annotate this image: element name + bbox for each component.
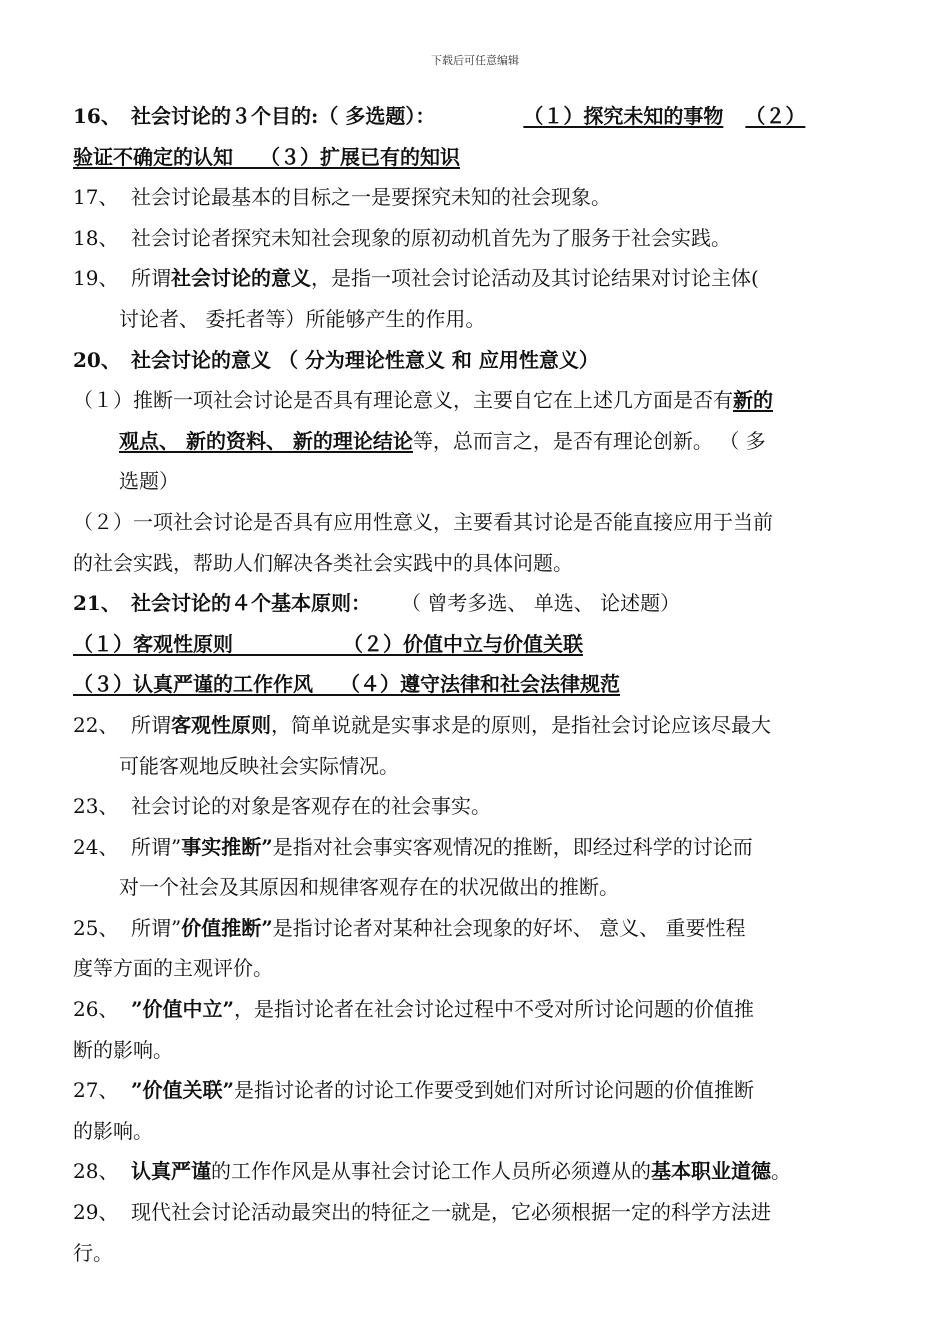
item-number: 27、 <box>73 1078 119 1103</box>
item-16-answer-1: （１）探究未知的事物 <box>523 104 724 128</box>
item-24-term: 事实推断” <box>181 834 273 859</box>
item-28-term-1: 认真严谨 <box>131 1159 211 1184</box>
item-19-cont: 讨论者、 委托者等）所能够产生的作用。 <box>119 306 486 331</box>
principle-3: （３）认真严谨的工作作风 <box>73 672 313 697</box>
item-28-term-2: 基本职业道德 <box>651 1159 771 1184</box>
item-25-cont: 度等方面的主观评价。 <box>73 956 273 981</box>
item-number: 28、 <box>73 1159 119 1184</box>
item-20-text: 社会讨论的意义 （ 分为理论性意义 和 应用性意义） <box>131 347 599 372</box>
item-22-cont: 可能客观地反映社会实际情况。 <box>119 753 399 778</box>
item-21 <box>73 583 891 624</box>
principle-2: （２）价值中立与价值关联 <box>353 631 583 656</box>
item-number: 16、 <box>73 104 121 128</box>
item-24-cont: 对一个社会及其原因和规律客观存在的状况做出的推断。 <box>119 875 619 900</box>
item-number: 17、 <box>73 185 119 210</box>
item-18-text: 社会讨论者探究未知社会现象的原初动机首先为了服务于社会实践。 <box>131 225 731 250</box>
page-header: 下载后可任意编辑 <box>431 54 519 67</box>
paragraph-1-underline-b: 观点、 新的资料、 新的理论结论 <box>119 428 413 453</box>
item-21-title: 社会讨论的４个基本原则： <box>131 591 371 616</box>
item-16-cont <box>73 137 891 178</box>
paragraph-1-post: 等，总而言之，是否有理论创新。 （ 多 <box>412 428 766 453</box>
item-number: 25、 <box>73 915 119 940</box>
item-28 <box>73 1151 891 1192</box>
item-16-title: 社会讨论的３个目的:（ 多选题）： <box>131 104 436 128</box>
item-21-row-2 <box>73 664 891 705</box>
paragraph-1-text: （１）推断一项社会讨论是否具有理论意义，主要自它在上述几方面是否有 <box>73 388 733 413</box>
item-29-text: 现代社会讨论活动最突出的特征之一就是，它必须根据一定的科学方法进 <box>131 1200 771 1225</box>
item-number: 22、 <box>73 712 119 737</box>
item-19 <box>73 258 891 299</box>
document-body <box>73 96 891 1273</box>
item-number: 20、 <box>73 347 121 372</box>
paragraph-1-cont <box>73 421 891 462</box>
item-22 <box>73 705 891 746</box>
principle-4: （４）遵守法律和社会法律规范 <box>339 672 620 697</box>
item-25-pre: 所谓” <box>131 915 182 940</box>
paragraph-1 <box>73 380 891 421</box>
item-27-text: 是指讨论者的讨论工作要受到她们对所讨论问题的价值推断 <box>234 1078 755 1103</box>
item-16 <box>73 96 891 137</box>
item-19-pre: 所谓 <box>131 266 171 291</box>
item-19-text: ，是指一项社会讨论活动及其讨论结果对讨论主体( <box>311 266 759 291</box>
item-number: 29、 <box>73 1200 119 1225</box>
item-number: 19、 <box>73 266 119 291</box>
item-22-pre: 所谓 <box>131 712 171 737</box>
item-20 <box>73 340 891 381</box>
item-29 <box>73 1192 891 1233</box>
item-25-term: 价值推断” <box>181 915 273 940</box>
item-21-row-1 <box>73 624 891 665</box>
paragraph-2-cont: 的社会实践，帮助人们解决各类社会实践中的具体问题。 <box>73 550 573 575</box>
item-number: 21、 <box>73 591 121 616</box>
item-number: 24、 <box>73 834 119 859</box>
item-23 <box>73 786 891 827</box>
item-19-term: 社会讨论的意义 <box>171 266 311 291</box>
paragraph-2: （２）一项社会讨论是否具有应用性意义，主要看其讨论是否能直接应用于当前 <box>73 509 773 534</box>
item-18 <box>73 218 891 259</box>
item-26-cont: 断的影响。 <box>73 1037 173 1062</box>
item-16-answer-3: （３）扩展已有的知识 <box>259 144 460 169</box>
item-28-text: 的工作作风是从事社会讨论工作人员所必须遵从的 <box>211 1159 651 1184</box>
item-29-cont: 行。 <box>73 1240 113 1265</box>
item-16-answer-2: 验证不确定的认知 <box>73 144 233 169</box>
item-22-text: ，简单说就是实事求是的原则，是指社会讨论应该尽最大 <box>271 712 771 737</box>
item-24 <box>73 827 891 868</box>
item-16-answer-2-label: （２） <box>745 104 806 128</box>
item-24-pre: 所谓” <box>131 834 182 859</box>
item-22-term: 客观性原则 <box>171 712 271 737</box>
item-25 <box>73 908 891 949</box>
item-27 <box>73 1070 891 1111</box>
item-28-end: 。 <box>771 1159 791 1184</box>
item-number: 23、 <box>73 794 119 819</box>
item-26 <box>73 989 891 1030</box>
item-27-cont: 的影响。 <box>73 1118 153 1143</box>
item-24-text: 是指对社会事实客观情况的推断，即经过科学的讨论而 <box>272 834 753 859</box>
item-26-text: ，是指讨论者在社会讨论过程中不受对所讨论问题的价值推 <box>234 997 755 1022</box>
paragraph-1-cont2: 选题） <box>119 469 179 494</box>
item-17 <box>73 177 891 218</box>
principle-1: （１）客观性原则 <box>73 631 233 656</box>
item-17-text: 社会讨论最基本的目标之一是要探究未知的社会现象。 <box>131 185 611 210</box>
item-26-term: ”价值中立” <box>131 997 235 1022</box>
item-number: 18、 <box>73 225 119 250</box>
item-25-text: 是指讨论者对某种社会现象的好坏、 意义、 重要性程 <box>272 915 746 940</box>
item-number: 26、 <box>73 997 119 1022</box>
item-27-term: ”价值关联” <box>131 1078 235 1103</box>
item-21-note: （ 曾考多选、 单选、 论述题） <box>401 591 681 616</box>
item-23-text: 社会讨论的对象是客观存在的社会事实。 <box>131 794 491 819</box>
paragraph-1-underline-a: 新的 <box>733 388 773 413</box>
